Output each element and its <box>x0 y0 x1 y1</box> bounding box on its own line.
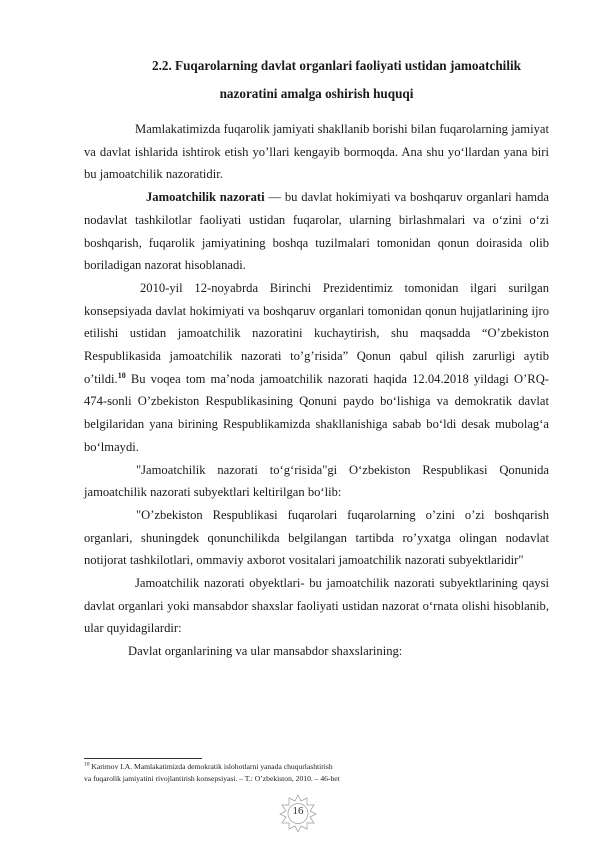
body-text <box>84 118 549 663</box>
paragraph-3 <box>84 277 549 459</box>
paragraph-3-text-a: 2010-yil 12-noyabrda Birinchi Prezidentimiz tomonidan ilgari surilgan konsepsiyada davlat hokimiyati va boshqaruv organlari tomonidan qonun hujjatlarining ijro etilishi ustidan jamoatchilik nazoratini kuchaytirish, shu maqsadda “O’zbekiston Respublikasida jamoatchilik nazorati to’g’risida” Qonun qabul qilish zarurligi aytib o’tildi. <box>84 280 549 386</box>
paragraph-3-text-b: Bu voqea tom ma’noda jamoatchilik nazorati haqida 12.04.2018 yildagi O’RQ- 474-sonli O’zbekiston Respublikasining Qonuni paydo bo‘lishiga va demokratik davlat belgilaridan yana birining Respublikamizda shakllanishiga sabab bo‘ldi desak mubolag‘a bo‘lmaydi. <box>84 371 549 454</box>
footnote-divider <box>84 758 202 759</box>
footnote-line1: Karimov I.A. Mamlakatimizda demokratik islohotlarni yanada chuqurlashtirish <box>89 762 333 771</box>
section-title-line2: nazoratini amalga oshirish huquqi <box>219 86 414 101</box>
section-title-line1: 2.2. Fuqarolarning davlat organlari faoliyati ustidan jamoatchilik <box>151 58 522 73</box>
footnote <box>84 761 554 784</box>
paragraph-6: Jamoatchilik nazorati obyektlari- bu jamoatchilik nazorati subyektlarining qaysi davlat organlari yoki mansabdor shaxslar faoliyati ustidan nazorat o‘rnata olishi hisoblanib, ular quyidagilardir: <box>84 576 549 636</box>
page-number-badge <box>278 793 318 833</box>
footnote-reference[interactable]: 10 <box>117 370 126 380</box>
paragraph-4: "Jamoatchilik nazorati to‘g‘risida"gi O‘zbekiston Respublikasi Qonunida jamoatchilik nazorati subyektlari keltirilgan bo‘lib: <box>84 462 549 500</box>
term-jamoatchilik-nazorati: Jamoatchilik nazorati <box>146 190 265 205</box>
page-number: 16 <box>292 805 304 817</box>
paragraph-1: Mamlakatimizda fuqarolik jamiyati shakllanib borishi bilan fuqarolarning jamiyat va davlat ishlarida ishtirok etish yo’llari kengayib bormoqda. Ana shu yo‘llardan yana biri bu jamoatchilik nazoratidir. <box>84 122 549 182</box>
paragraph-2-text: — bu davlat hokimiyati va boshqaruv organlari hamda nodavlat tashkilotlar faoliyati ustidan fuqarolar, ularning birlashmalari va o‘zini o‘zi boshqarish, fuqarolik jamiyatining boshqa tuzilmalari tomonidan qonun doirasida olib boriladigan nazorat hisoblanadi. <box>84 190 549 273</box>
footnote-number: 10 <box>84 761 90 768</box>
footnote-line2: va fuqarolik jamiyatini rivojlantirish konsepsiyasi. – T.: O’zbekiston, 2010. – 46-bet <box>84 773 340 783</box>
paragraph-5: "O’zbekiston Respublikasi fuqarolari fuqarolarning o’zini o’zi boshqarish organlari, shuningdek qonunchilikda belgilangan tartibda ro’yxatga olingan nodavlat notijorat tashkilotlari, ommaviy axborot vositalari jamoatchilik nazorati subyektlaridir" <box>84 507 549 568</box>
paragraph-7: Davlat organlarining va ular mansabdor shaxslarining: <box>128 644 403 659</box>
paragraph-2 <box>84 186 549 277</box>
section-title <box>84 52 549 108</box>
